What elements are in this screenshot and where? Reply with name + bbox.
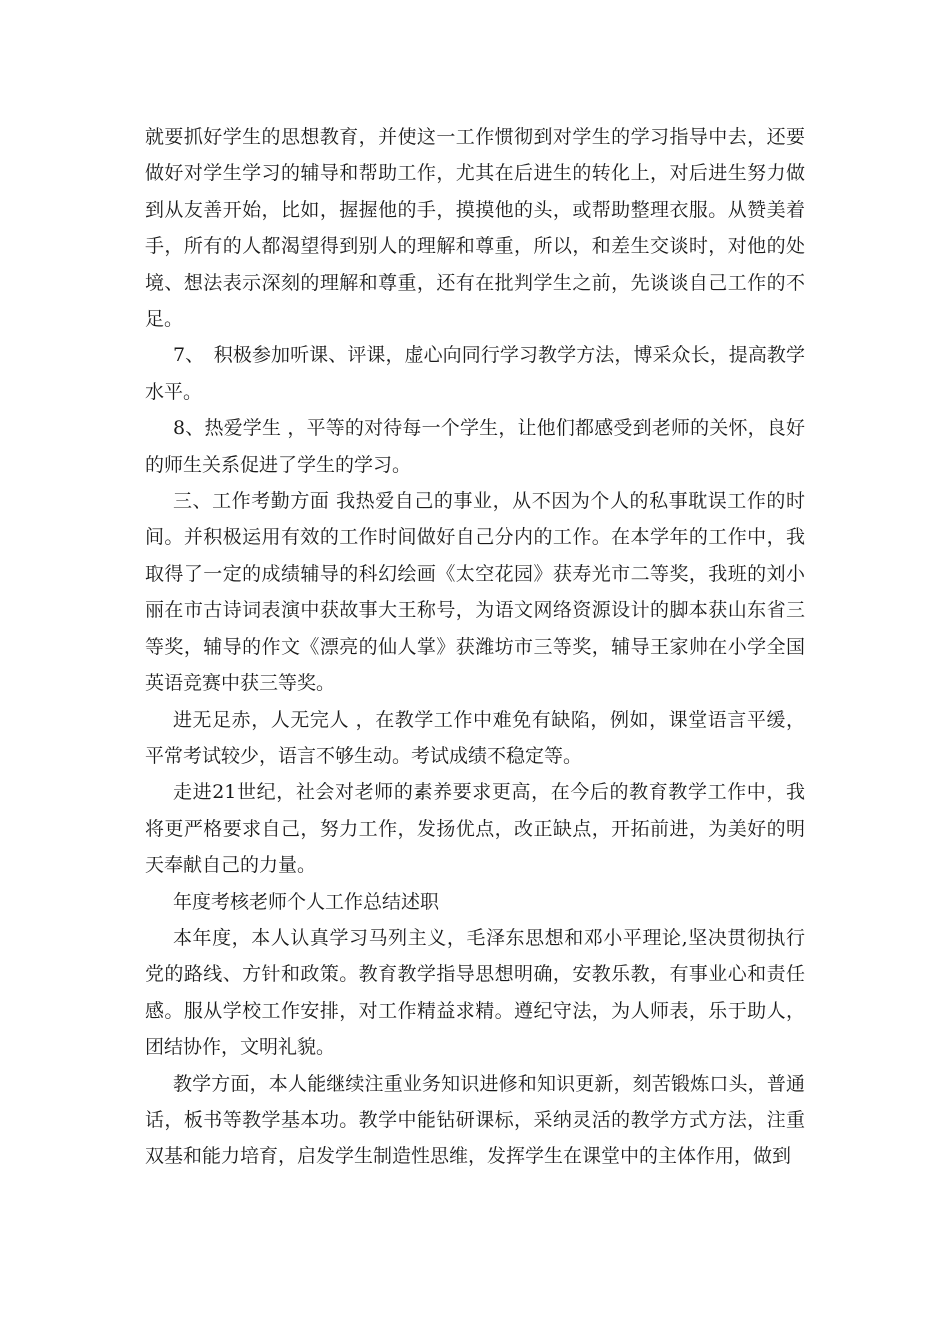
- paragraph-item-8: 8、热爱学生 ，平等的对待每一个学生，让他们都感受到老师的关怀，良好的师生关系促进了学生的学习。: [145, 417, 805, 476]
- paragraph-annual-review: 本年度，本人认真学习马列主义，毛泽东思想和邓小平理论,坚决贯彻执行党的路线、方针和政策。教育教学指导思想明确，安教乐教，有事业心和责任感。服从学校工作安排，对工作精益求精。遵纪守法，为人师表，乐于助人，团结协作，文明礼貌。: [145, 926, 805, 1059]
- paragraph-outlook: 走进21世纪，社会对老师的素养要求更高，在今后的教育教学工作中，我将更严格要求自己，努力工作，发扬优点，改正缺点，开拓前进，为美好的明天奉献自己的力量。: [145, 781, 805, 877]
- paragraph-teaching: 教学方面，本人能继续注重业务知识进修和知识更新，刻苦锻炼口头，普通话，板书等教学基本功。教学中能钻研课标，采纳灵活的教学方式方法，注重双基和能力培育，启发学生制造性思维，发挥学生在课堂中的主体作用，做到: [145, 1072, 805, 1168]
- paragraph-item-7: 7、 积极参加听课、评课，虚心向同行学习教学方法，博采众长，提高教学水平。: [145, 344, 805, 403]
- paragraph-attendance: 三、工作考勤方面 我热爱自己的事业，从不因为个人的私事耽误工作的时间。并积极运用有效的工作时间做好自己分内的工作。在本学年的工作中，我取得了一定的成绩辅导的科幻绘画《太空花园》获寿光市二等奖，我班的刘小丽在市古诗词表演中获故事大王称号，为语文网络资源设计的脚本获山东省三等奖，辅导的作文《漂亮的仙人掌》获潍坊市三等奖，辅导王家帅在小学全国英语竞赛中获三等奖。: [145, 490, 805, 695]
- paragraph-shortcomings: 进无足赤，人无完人 ，在教学工作中难免有缺陷，例如，课堂语言平缓，平常考试较少，语言不够生动。考试成绩不稳定等。: [145, 708, 805, 767]
- section-heading: 年度考核老师个人工作总结述职: [173, 890, 440, 913]
- paragraph-continuation: 就要抓好学生的思想教育，并使这一工作惯彻到对学生的学习指导中去，还要做好对学生学习的辅导和帮助工作，尤其在后进生的转化上，对后进生努力做到从友善开始，比如，握握他的手，摸摸他的头，或帮助整理衣服。从赞美着手，所有的人都渴望得到别人的理解和尊重，所以，和差生交谈时，对他的处境、想法表示深刻的理解和尊重，还有在批判学生之前，先谈谈自己工作的不足。: [145, 126, 805, 331]
- document-body: [145, 119, 805, 1175]
